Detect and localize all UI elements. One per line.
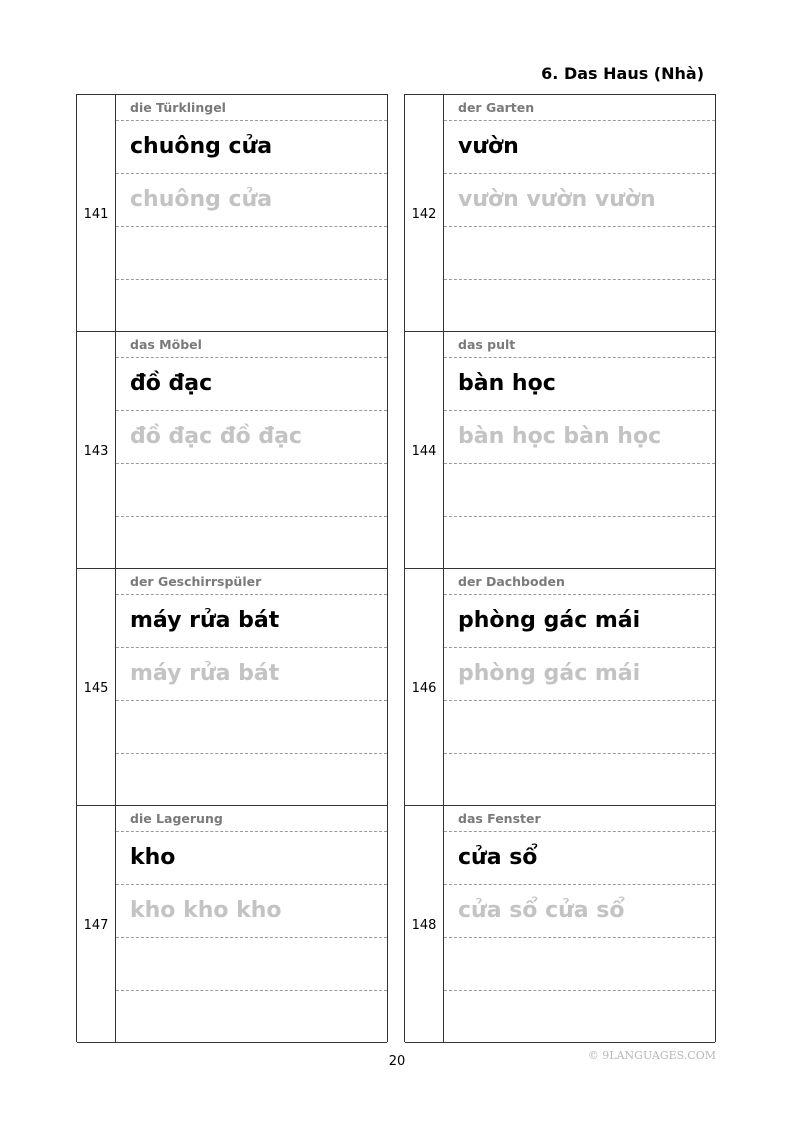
guide-line [116,831,387,832]
entry-number-cell [405,569,444,805]
guide-line [444,753,715,754]
right-column [404,94,716,1042]
vocab-entry-145 [77,569,387,806]
german-word: der Garten [458,100,535,115]
vocab-entry-141 [77,95,387,332]
guide-line [116,937,387,938]
entry-number: 144 [411,444,437,459]
tracing-word: chuông cửa [130,187,273,212]
entry-number-cell [77,569,116,805]
entry-number: 141 [83,207,109,222]
left-column [76,94,388,1042]
vietnamese-word: kho [130,845,176,870]
tracing-word: đồ đạc đồ đạc [130,424,302,449]
entry-number-cell [77,332,116,568]
entry-number-cell [405,95,444,331]
guide-line [116,410,387,411]
guide-line [444,120,715,121]
copyright-notice: © 9LANGUAGES.COM [587,1049,716,1062]
page-number: 20 [388,1054,406,1069]
german-word: der Dachboden [458,574,565,589]
guide-line [444,990,715,991]
guide-line [444,410,715,411]
guide-line [444,226,715,227]
guide-line [444,357,715,358]
tracing-word: cửa sổ cửa sổ [458,898,625,923]
guide-line [444,647,715,648]
guide-line [116,516,387,517]
entry-number: 147 [83,918,109,933]
entry-number: 143 [83,444,109,459]
entry-number: 145 [83,681,109,696]
entry-number-cell [77,95,116,331]
guide-line [116,120,387,121]
guide-line [116,884,387,885]
vietnamese-word: phòng gác mái [458,608,641,633]
guide-line [116,594,387,595]
german-word: das pult [458,337,516,352]
guide-line [116,279,387,280]
guide-line [444,884,715,885]
german-word: die Lagerung [130,811,223,826]
tracing-word: kho kho kho [130,898,282,923]
entry-number-cell [77,806,116,1042]
vietnamese-word: chuông cửa [130,134,273,159]
guide-line [444,516,715,517]
guide-line [116,647,387,648]
guide-line [444,463,715,464]
guide-line [116,226,387,227]
german-word: die Türklingel [130,100,226,115]
page-title: 6. Das Haus (Nhà) [541,64,704,83]
vietnamese-word: máy rửa bát [130,608,280,633]
guide-line [116,990,387,991]
guide-line [444,173,715,174]
vietnamese-word: bàn học [458,371,556,396]
tracing-word: phòng gác mái [458,661,641,686]
guide-line [444,700,715,701]
guide-line [116,173,387,174]
tracing-word: vườn vườn vườn [458,187,656,212]
guide-line [116,753,387,754]
vocab-entry-142 [405,95,715,332]
tracing-word: bàn học bàn học [458,424,662,449]
entry-number-cell [405,806,444,1042]
guide-line [444,279,715,280]
guide-line [116,357,387,358]
vocab-entry-146 [405,569,715,806]
guide-line [444,937,715,938]
tracing-word: máy rửa bát [130,661,280,686]
entry-number: 142 [411,207,437,222]
vietnamese-word: vườn [458,134,519,159]
entry-number-cell [405,332,444,568]
entry-number: 146 [411,681,437,696]
guide-line [116,700,387,701]
german-word: das Fenster [458,811,541,826]
vocab-entry-147 [77,806,387,1043]
entry-number: 148 [411,918,437,933]
guide-line [444,831,715,832]
guide-line [116,463,387,464]
guide-line [444,594,715,595]
vocab-entry-144 [405,332,715,569]
vietnamese-word: cửa sổ [458,845,538,870]
vocab-entry-143 [77,332,387,569]
german-word: das Möbel [130,337,202,352]
vocab-entry-148 [405,806,715,1043]
vietnamese-word: đồ đạc [130,371,213,396]
german-word: der Geschirrspüler [130,574,262,589]
